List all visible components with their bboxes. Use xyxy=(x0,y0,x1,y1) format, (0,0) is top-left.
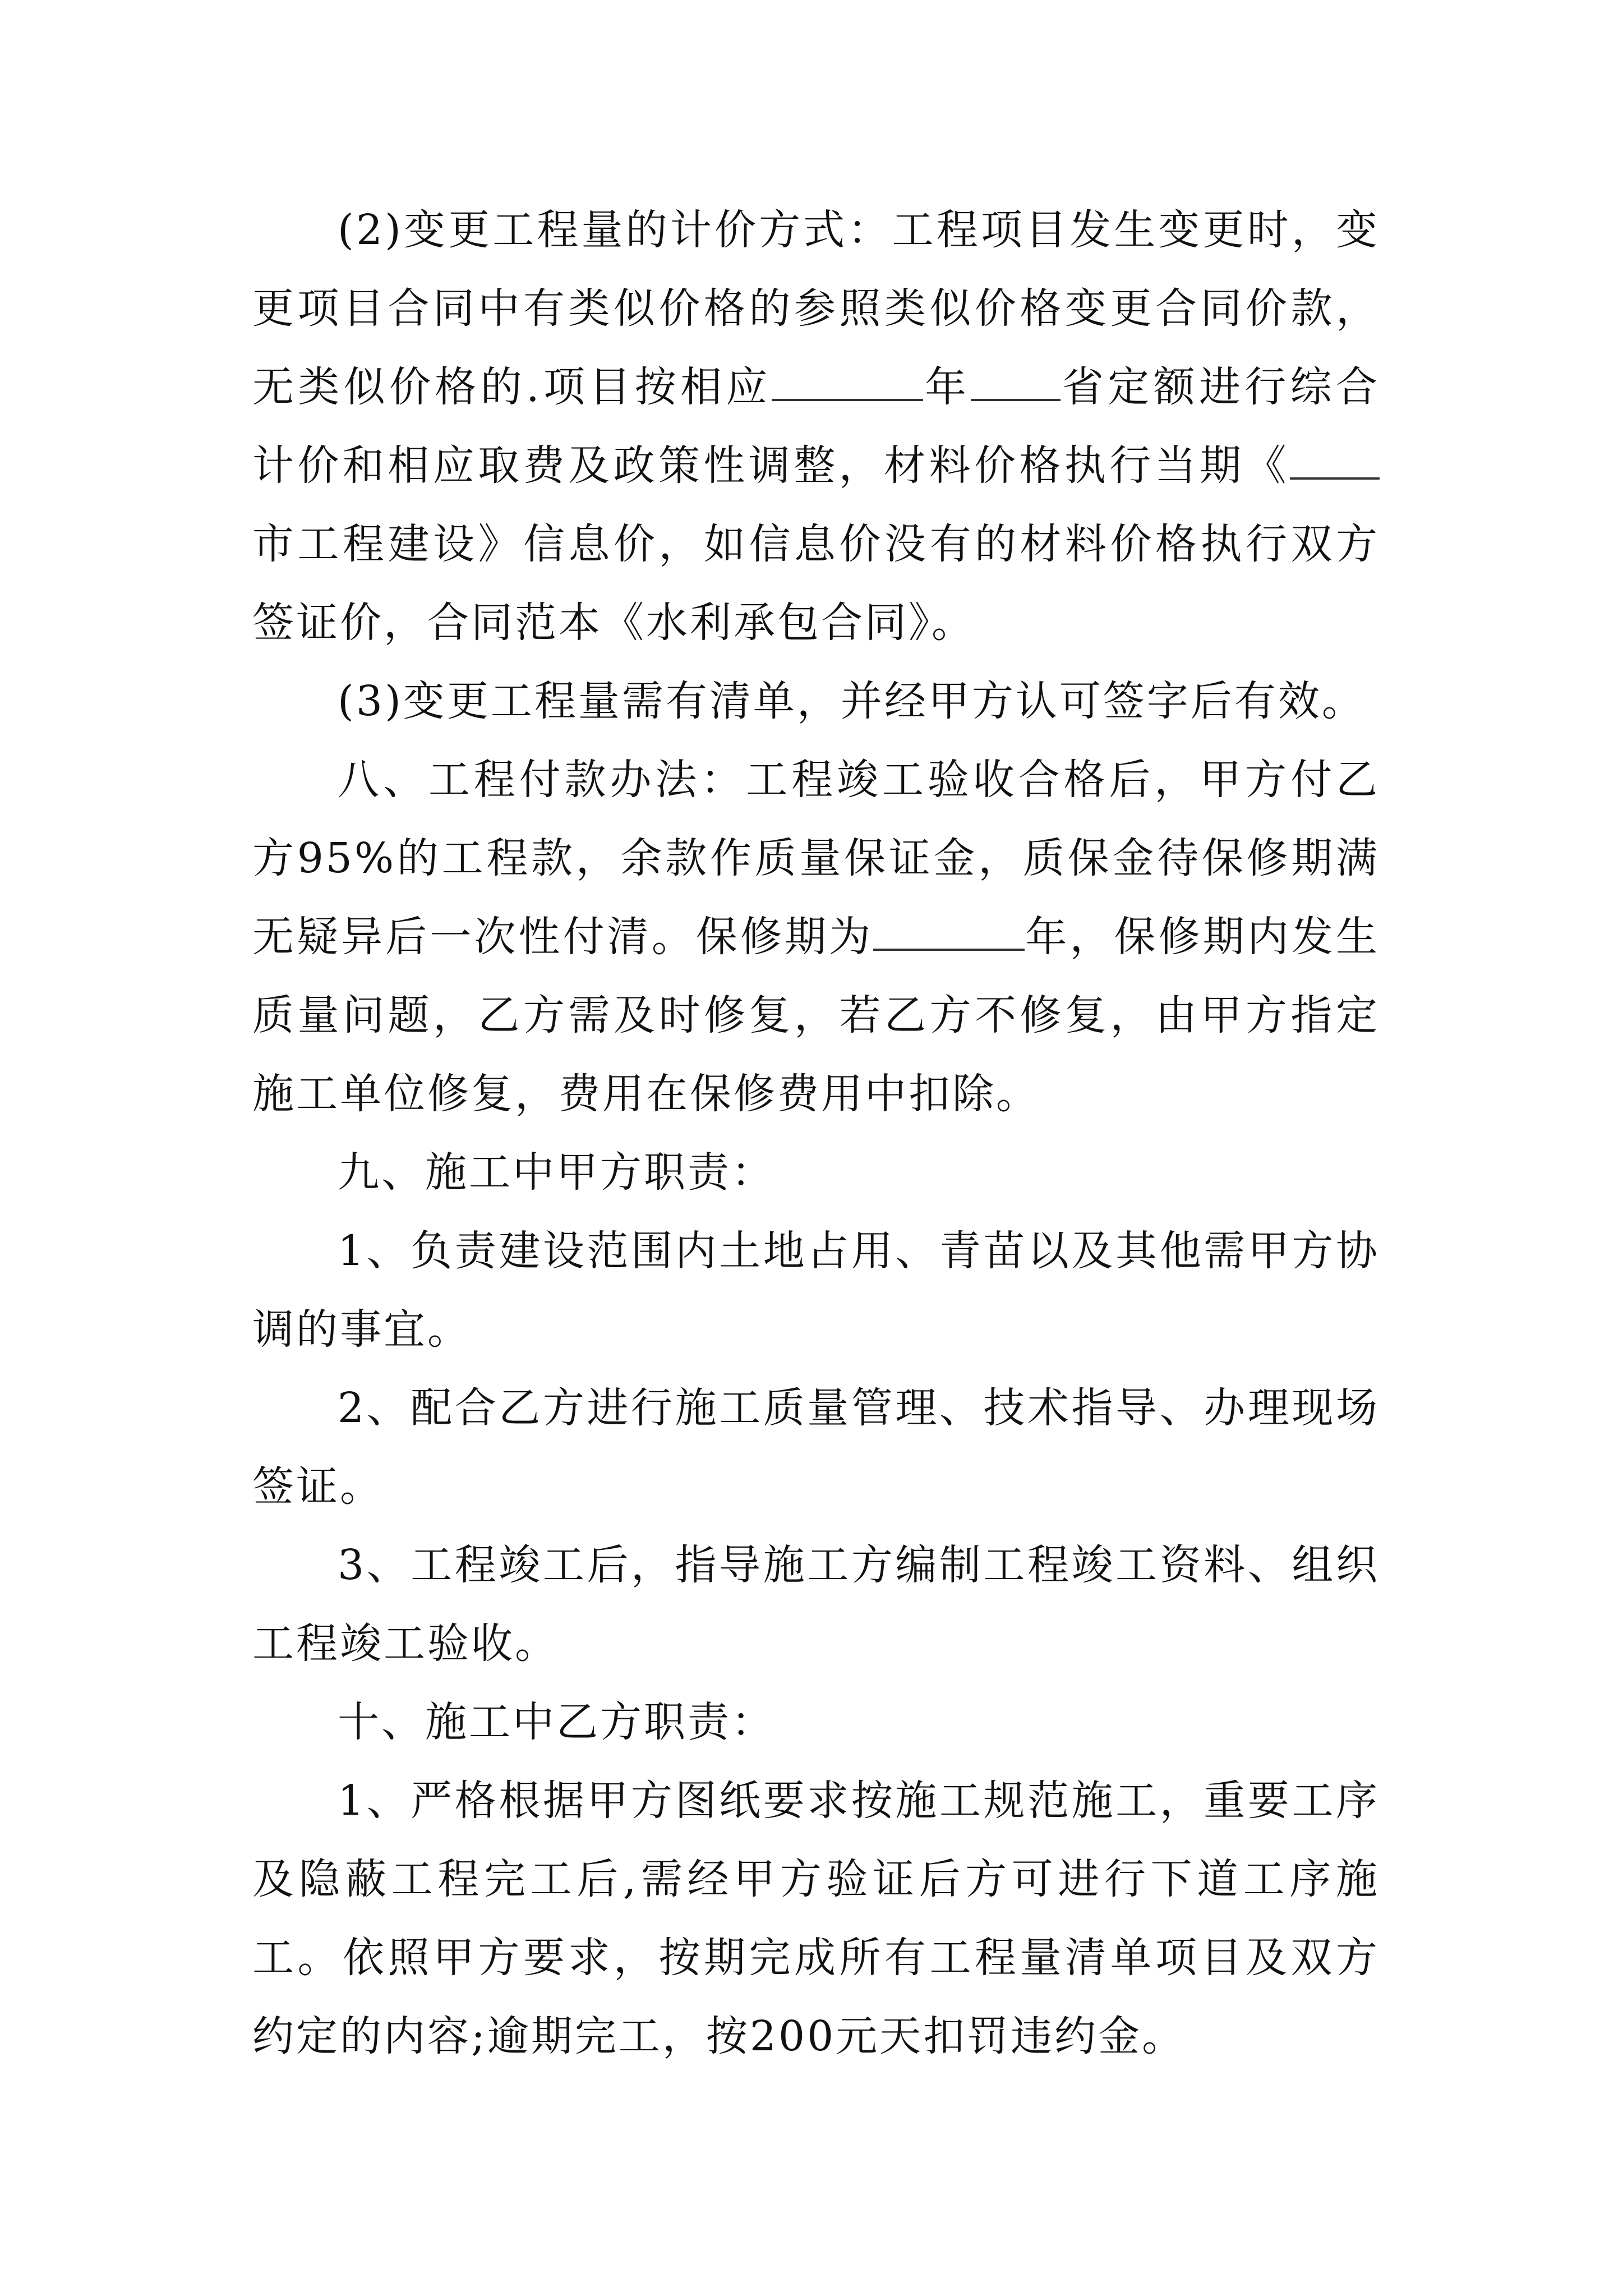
blank-field-warranty-years[interactable] xyxy=(873,914,1025,951)
pricing-text-3: 省定额进行综合计价和相应取费及政策性调整，材料价格执行当期《 xyxy=(252,363,1380,490)
pricing-text-2: 年 xyxy=(923,363,971,411)
paragraph-change-list: (3)变更工程量需有清单，并经甲方认可签字后有效。 xyxy=(338,677,1366,725)
paragraph-pricing-method xyxy=(252,191,1380,662)
party-a-duty-2: 2、配合乙方进行施工质量管理、技术指导、办理现场签证。 xyxy=(252,1384,1380,1511)
pricing-text-1: (2)变更工程量的计价方式：工程项目发生变更时，变更项目合同中有类似价格的参照类似价格变更合同价款，无类似价格的.项目按相应 xyxy=(252,206,1380,411)
blank-field-year[interactable] xyxy=(772,364,923,401)
blank-field-province[interactable] xyxy=(971,364,1061,401)
paragraph-payment-terms xyxy=(252,740,1380,1133)
payment-text-1: 八、工程付款办法：工程竣工验收合格后，甲方付乙方95%的工程款，余款作质量保证金，质保金待保修期满无疑异后一次性付清。保修期为 xyxy=(252,756,1380,961)
payment-text-2: 年，保修期内发生质量问题，乙方需及时修复，若乙方不修复，由甲方指定施工单位修复，费用在保修费用中扣除。 xyxy=(252,913,1380,1118)
section-heading-party-a: 九、施工中甲方职责： xyxy=(338,1148,775,1197)
section-heading-party-b: 十、施工中乙方职责： xyxy=(338,1698,775,1746)
party-a-duty-3: 3、工程竣工后，指导施工方编制工程竣工资料、组织工程竣工验收。 xyxy=(252,1541,1380,1668)
party-a-duty-1: 1、负责建设范围内土地占用、青苗以及其他需甲方协调的事宜。 xyxy=(252,1227,1380,1354)
pricing-text-4: 市工程建设》信息价，如信息价没有的材料价格执行双方签证价，合同范本《水利承包合同》。 xyxy=(252,520,1380,647)
document-page xyxy=(252,191,1380,2076)
blank-field-city[interactable] xyxy=(1290,443,1380,480)
party-b-duty-1: 1、严格根据甲方图纸要求按施工规范施工，重要工序及隐蔽工程完工后,需经甲方验证后方可进行下道工序施工。依照甲方要求，按期完成所有工程量清单项目及双方约定的内容;逾期完工，按200元天扣罚违约金。 xyxy=(252,1777,1380,2060)
